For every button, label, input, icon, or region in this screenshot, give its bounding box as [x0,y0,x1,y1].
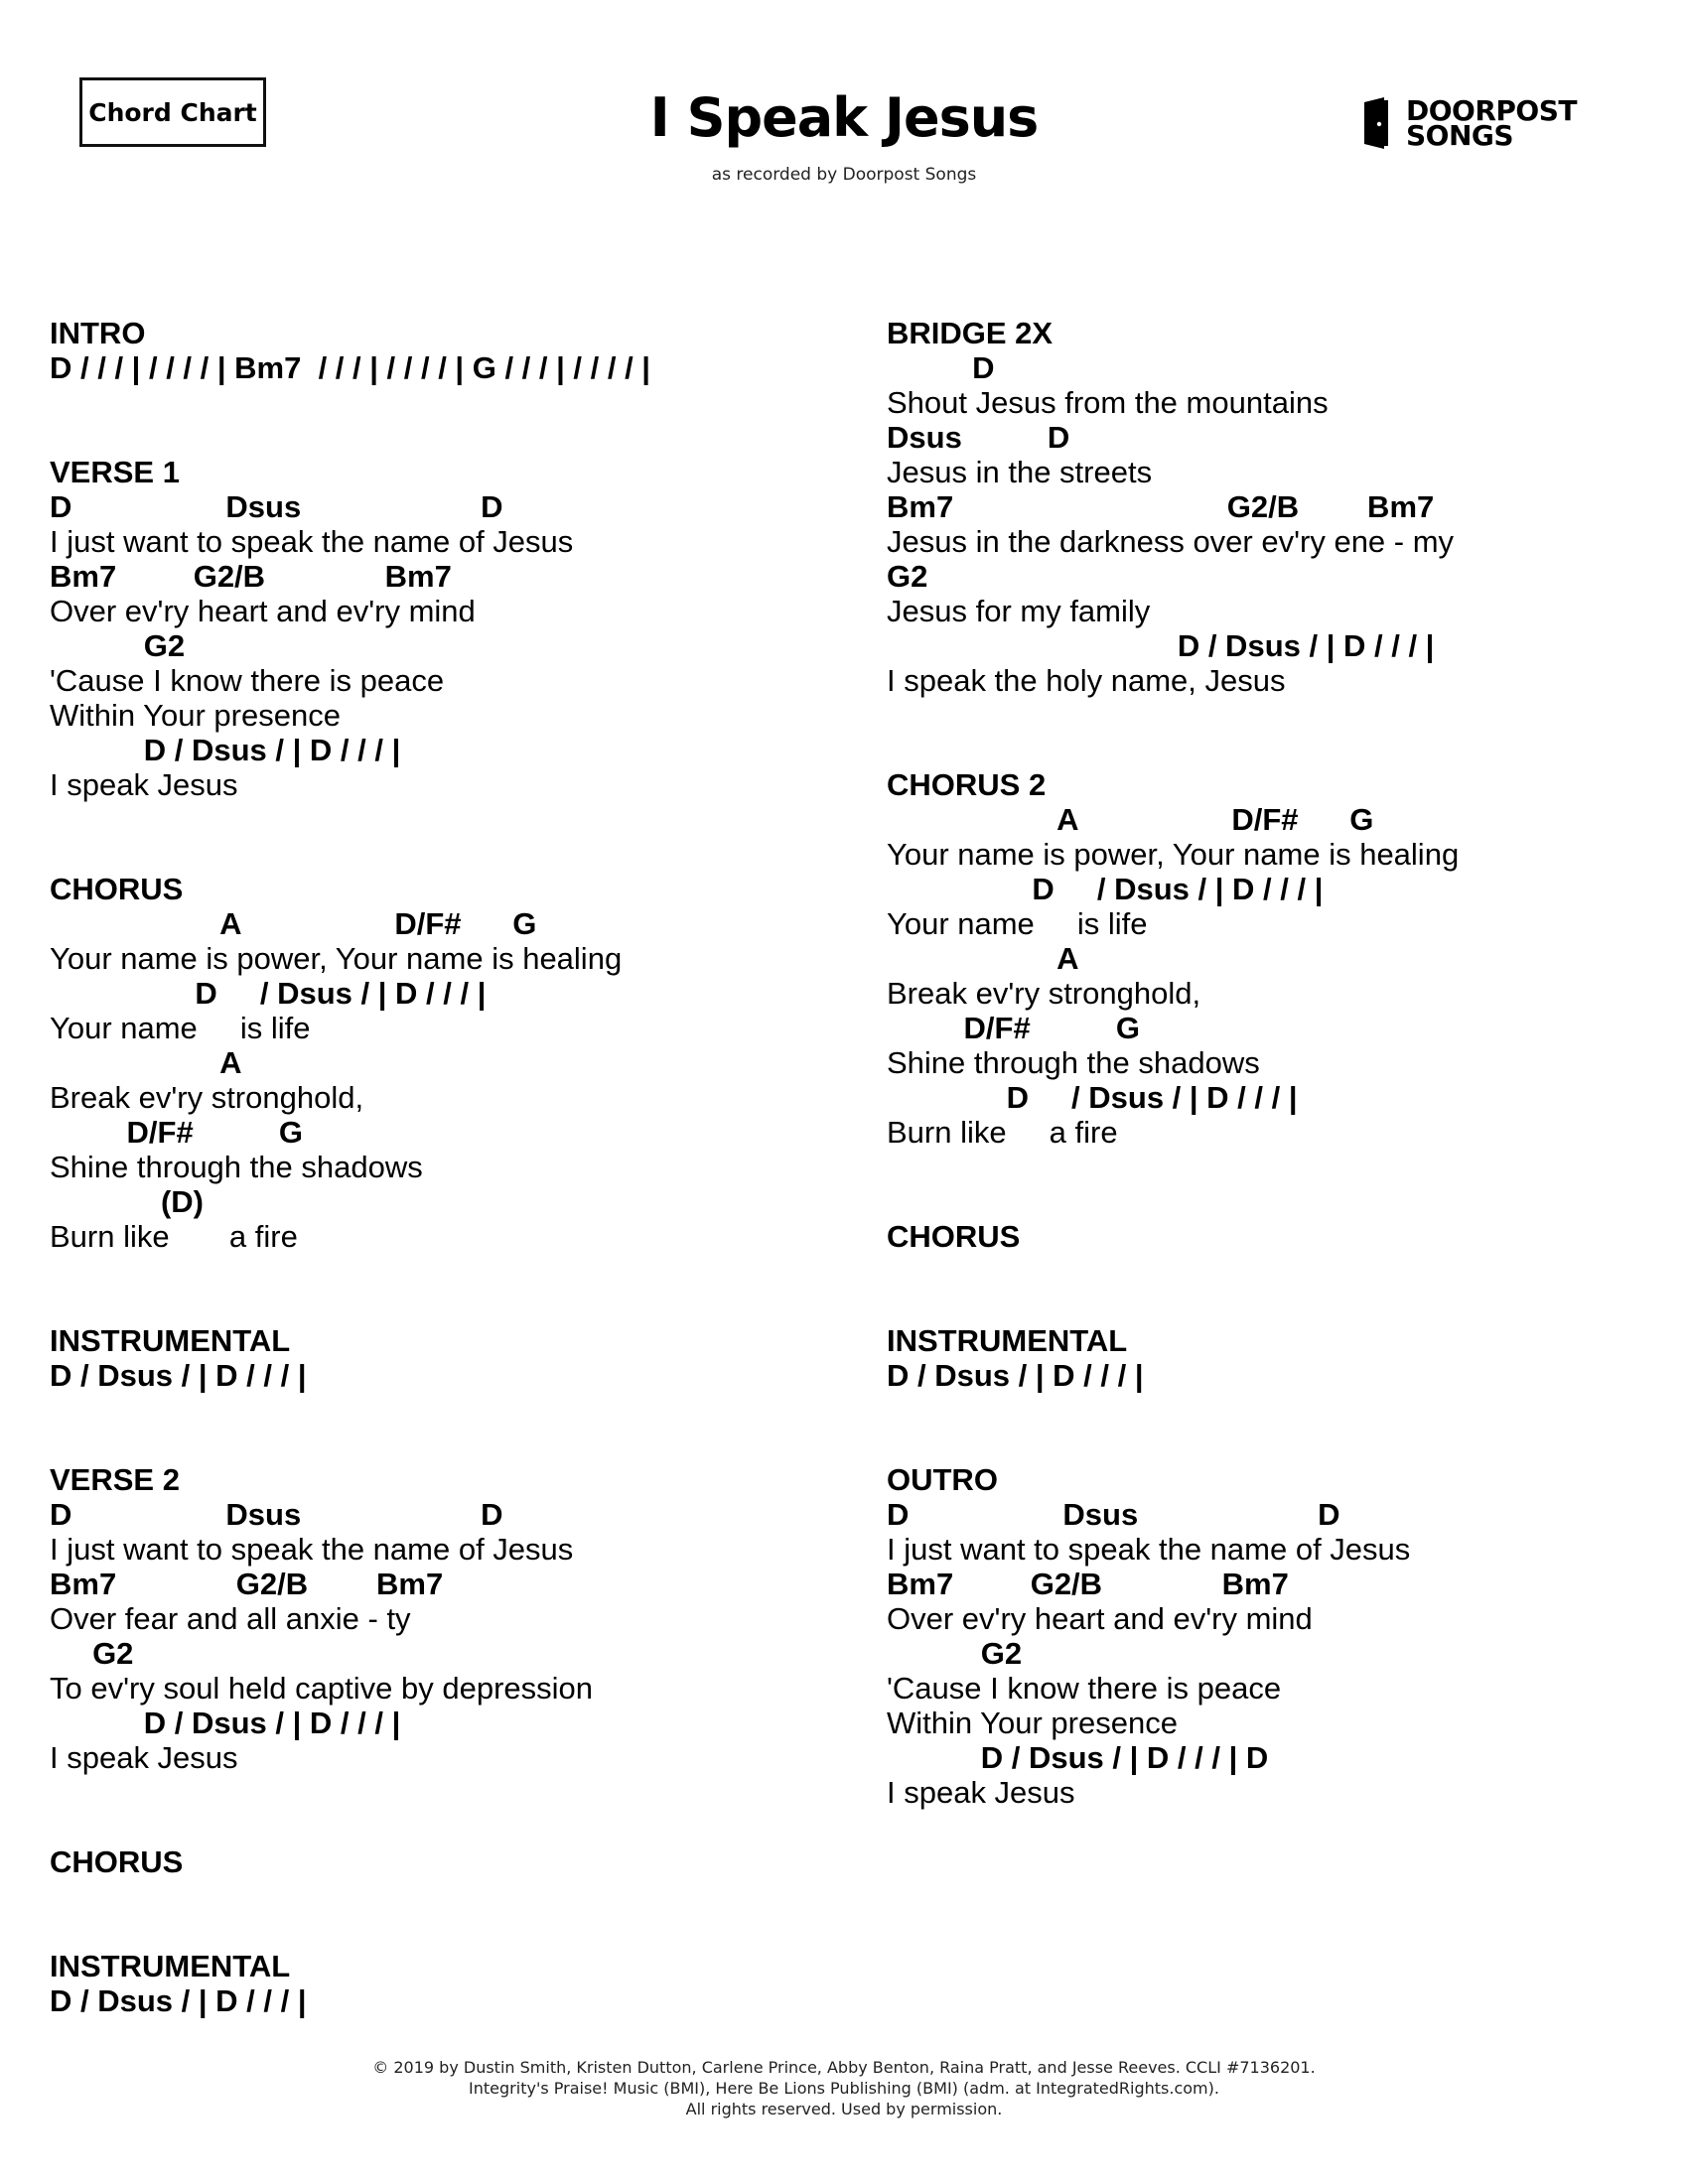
chord-line: A D/F# G [50,906,537,941]
lyric-line: I speak Jesus [50,1740,238,1775]
publisher-line: Integrity's Praise! Music (BMI), Here Be Lions Publishing (BMI) (adm. at IntegratedRights.com). [469,2079,1219,2098]
chord-line: D/F# G [50,1115,303,1150]
chord-chart-badge: Chord Chart [79,77,266,147]
section-heading: INSTRUMENTAL [50,1323,291,1358]
song-title: I Speak Jesus [649,86,1039,149]
chord-line: D / Dsus / | D / / / | [50,1358,307,1393]
lyric-line: Burn like a fire [887,1115,1118,1150]
chord-line: D / Dsus / | D / / / | D [887,1740,1269,1775]
lyric-line: Jesus in the streets [887,455,1153,489]
lyric-line: Your name is power, Your name is healing [887,837,1460,872]
lyric-line: Burn like a fire [50,1219,298,1254]
section-verse-2 [50,1462,824,1775]
lyric-line: I just want to speak the name of Jesus [887,1532,1411,1567]
chord-line: Bm7 G2/B Bm7 [887,1567,1289,1601]
lyric-line: Your name is life [887,906,1148,941]
chord-line: D/F# G [887,1011,1140,1045]
section-heading: INTRO [50,316,146,350]
section-heading: CHORUS [50,872,184,906]
section-chorus-repeat [887,1219,1661,1254]
chord-line: Dsus D [887,420,1070,455]
lyric-line: To ev'ry soul held captive by depression [50,1671,593,1706]
lyric-line: I just want to speak the name of Jesus [50,1532,574,1567]
lyric-line: Jesus for my family [887,594,1151,628]
chord-line: D / Dsus / | D / / / | [887,872,1324,906]
lyric-line: Shine through the shadows [887,1045,1260,1080]
chord-line: D / Dsus / | D / / / | [50,733,401,767]
section-bridge [887,316,1661,698]
lyric-line: Jesus in the darkness over ev'ry ene - my [887,524,1455,559]
chord-line: Bm7 G2/B Bm7 [887,489,1435,524]
lyric-line: Over ev'ry heart and ev'ry mind [887,1601,1313,1636]
chord-line: A D/F# G [887,802,1374,837]
chord-line: D / Dsus / | D / / / | [50,976,487,1011]
section-heading: INSTRUMENTAL [50,1949,291,1983]
section-instrumental [50,1323,824,1393]
chord-line: D Dsus D [887,1497,1340,1532]
rights-line: All rights reserved. Used by permission. [685,2100,1003,2118]
doorpost-songs-logo [1362,95,1577,151]
song-subtitle: as recorded by Doorpost Songs [711,165,977,185]
lyric-line: Shout Jesus from the mountains [887,385,1329,420]
lyric-line: 'Cause I know there is peace [50,663,445,698]
section-heading: BRIDGE 2X [887,316,1054,350]
chord-line: D Dsus D [50,1497,503,1532]
lyric-line: Shine through the shadows [50,1150,423,1184]
section-heading: VERSE 1 [50,455,180,489]
lyric-line: I just want to speak the name of Jesus [50,524,574,559]
chord-line: G2 [887,1636,1023,1671]
chord-line: D Dsus D [50,489,503,524]
chord-line: G2 [887,559,928,594]
chord-line: D / / / | / / / / | Bm7 / / / | / / / / | G / / / | / / / / | [50,350,650,385]
copyright-footer [0,2057,1688,2119]
chord-line: G2 [50,1636,134,1671]
section-outro [887,1462,1661,1810]
section-heading: CHORUS [50,1844,184,1879]
section-heading: CHORUS [887,1219,1021,1254]
lyric-line: Within Your presence [50,698,341,733]
chord-line: A [887,941,1079,976]
lyric-line: I speak the holy name, Jesus [887,663,1286,698]
lyric-line: I speak Jesus [887,1775,1075,1810]
logo-line-2: SONGS [1406,119,1514,152]
lyric-line: Break ev'ry stronghold, [887,976,1201,1011]
chord-line: (D) [50,1184,204,1219]
section-heading: INSTRUMENTAL [887,1323,1128,1358]
logo-line-1: DOORPOST [1406,94,1577,127]
chord-line: D / Dsus / | D / / / | [887,628,1435,663]
chord-line: D / Dsus / | D / / / | [887,1080,1298,1115]
door-icon [1362,96,1402,150]
section-chorus [50,872,824,1254]
right-column [887,316,1661,1810]
lyric-line: Over ev'ry heart and ev'ry mind [50,594,476,628]
lyric-line: Your name is power, Your name is healing [50,941,623,976]
lyric-line: Within Your presence [887,1706,1178,1740]
lyric-line: Break ev'ry stronghold, [50,1080,364,1115]
chord-line: D / Dsus / | D / / / | [887,1358,1144,1393]
chord-line: Bm7 G2/B Bm7 [50,559,452,594]
lyric-line: Your name is life [50,1011,311,1045]
section-heading: VERSE 2 [50,1462,180,1497]
section-chorus-repeat [50,1844,824,1879]
section-chorus-2 [887,767,1661,1150]
section-instrumental-2 [50,1949,824,2018]
lyric-line: 'Cause I know there is peace [887,1671,1282,1706]
chord-line: D [887,350,995,385]
section-instrumental [887,1323,1661,1393]
lyric-line: Over fear and all anxie - ty [50,1601,411,1636]
chord-line: G2 [50,628,186,663]
section-heading: OUTRO [887,1462,998,1497]
section-intro [50,316,824,385]
chord-line: A [50,1045,242,1080]
lyric-line: I speak Jesus [50,767,238,802]
section-heading: CHORUS 2 [887,767,1047,802]
left-column [50,316,824,2018]
chord-line: Bm7 G2/B Bm7 [50,1567,444,1601]
section-verse-1 [50,455,824,802]
chord-line: D / Dsus / | D / / / | [50,1983,307,2018]
chord-line: D / Dsus / | D / / / | [50,1706,401,1740]
copyright-line: © 2019 by Dustin Smith, Kristen Dutton, Carlene Prince, Abby Benton, Raina Pratt, and Jesse Reeves. CCLI #7136201. [372,2058,1316,2077]
